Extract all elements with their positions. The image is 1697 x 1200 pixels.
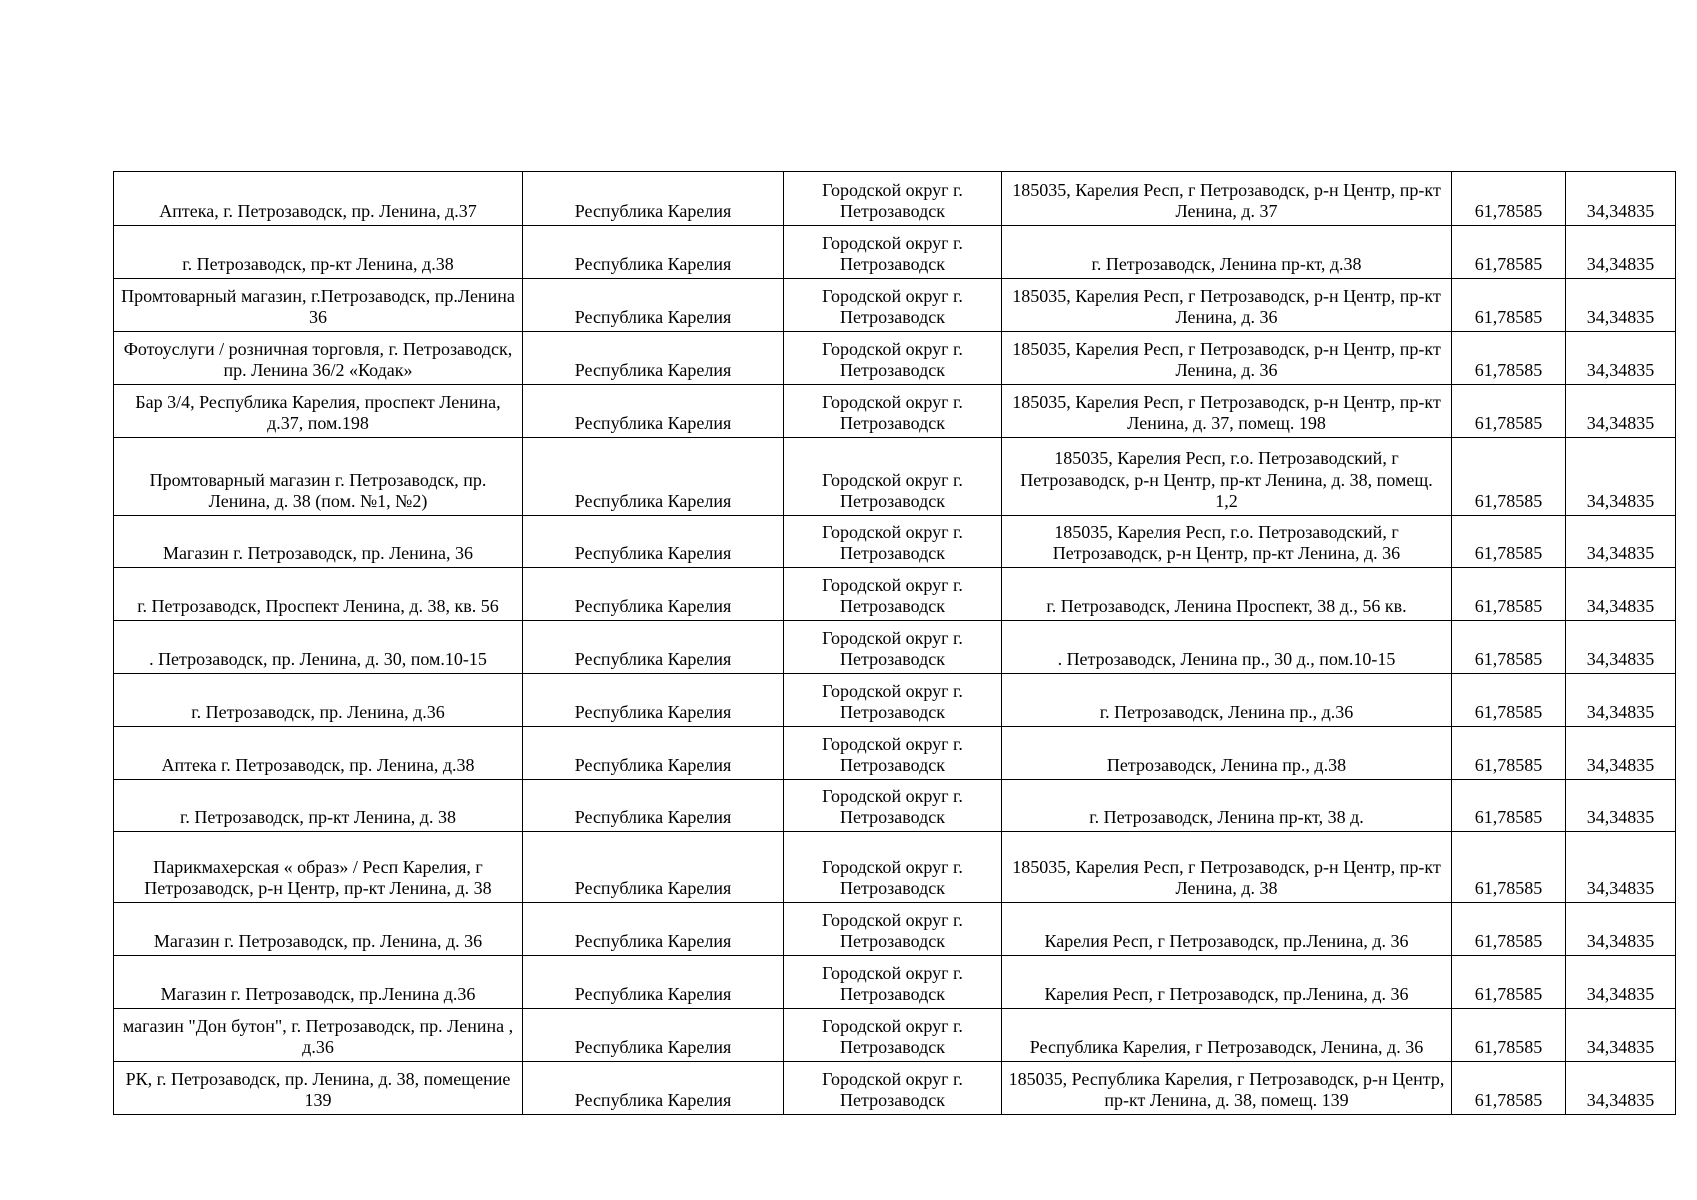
longitude-cell: 34,34835 (1566, 332, 1676, 385)
object-name-cell: Магазин г. Петрозаводск, пр. Ленина, 36 (114, 516, 523, 568)
object-name-cell: Магазин г. Петрозаводск, пр. Ленина, д. 36 (114, 903, 523, 956)
latitude-cell: 61,78585 (1452, 956, 1566, 1009)
address-cell: Карелия Респ, г Петрозаводск, пр.Ленина, д. 36 (1002, 903, 1452, 956)
table-row (114, 621, 1676, 674)
region-cell: Республика Карелия (523, 903, 784, 956)
district-cell: Городской округ г. Петрозаводск (784, 385, 1002, 438)
region-cell: Республика Карелия (523, 279, 784, 332)
object-name-cell: Парикмахерская « образ» / Респ Карелия, г Петрозаводск, р-н Центр, пр-кт Ленина, д. 38 (114, 832, 523, 903)
address-cell: 185035, Республика Карелия, г Петрозаводск, р-н Центр, пр-кт Ленина, д. 38, помещ. 139 (1002, 1062, 1452, 1115)
longitude-cell: 34,34835 (1566, 516, 1676, 568)
region-cell: Республика Карелия (523, 438, 784, 516)
longitude-cell: 34,34835 (1566, 226, 1676, 279)
table-row (114, 956, 1676, 1009)
region-cell: Республика Карелия (523, 226, 784, 279)
table-row (114, 674, 1676, 727)
district-cell: Городской округ г. Петрозаводск (784, 674, 1002, 727)
longitude-cell: 34,34835 (1566, 780, 1676, 832)
latitude-cell: 61,78585 (1452, 279, 1566, 332)
address-cell: 185035, Карелия Респ, г Петрозаводск, р-н Центр, пр-кт Ленина, д. 36 (1002, 279, 1452, 332)
district-cell: Городской округ г. Петрозаводск (784, 438, 1002, 516)
longitude-cell: 34,34835 (1566, 832, 1676, 903)
object-name-cell: Фотоуслуги / розничная торговля, г. Петрозаводск, пр. Ленина 36/2 «Кодак» (114, 332, 523, 385)
region-cell: Республика Карелия (523, 780, 784, 832)
district-cell: Городской округ г. Петрозаводск (784, 279, 1002, 332)
region-cell: Республика Карелия (523, 621, 784, 674)
table-row (114, 903, 1676, 956)
address-cell: 185035, Карелия Респ, г Петрозаводск, р-н Центр, пр-кт Ленина, д. 37 (1002, 172, 1452, 226)
longitude-cell: 34,34835 (1566, 674, 1676, 727)
address-cell: Петрозаводск, Ленина пр., д.38 (1002, 727, 1452, 780)
address-cell: Республика Карелия, г Петрозаводск, Ленина, д. 36 (1002, 1009, 1452, 1062)
region-cell: Республика Карелия (523, 727, 784, 780)
district-cell: Городской округ г. Петрозаводск (784, 172, 1002, 226)
object-name-cell: г. Петрозаводск, Проспект Ленина, д. 38, кв. 56 (114, 568, 523, 621)
address-cell: г. Петрозаводск, Ленина пр-кт, д.38 (1002, 226, 1452, 279)
longitude-cell: 34,34835 (1566, 385, 1676, 438)
region-cell: Республика Карелия (523, 832, 784, 903)
latitude-cell: 61,78585 (1452, 780, 1566, 832)
district-cell: Городской округ г. Петрозаводск (784, 621, 1002, 674)
object-name-cell: магазин "Дон бутон", г. Петрозаводск, пр. Ленина , д.36 (114, 1009, 523, 1062)
address-cell: Карелия Респ, г Петрозаводск, пр.Ленина, д. 36 (1002, 956, 1452, 1009)
latitude-cell: 61,78585 (1452, 385, 1566, 438)
region-cell: Республика Карелия (523, 385, 784, 438)
latitude-cell: 61,78585 (1452, 332, 1566, 385)
table-row (114, 279, 1676, 332)
latitude-cell: 61,78585 (1452, 516, 1566, 568)
address-cell: г. Петрозаводск, Ленина пр-кт, 38 д. (1002, 780, 1452, 832)
district-cell: Городской округ г. Петрозаводск (784, 780, 1002, 832)
region-cell: Республика Карелия (523, 1009, 784, 1062)
address-cell: 185035, Карелия Респ, г Петрозаводск, р-н Центр, пр-кт Ленина, д. 37, помещ. 198 (1002, 385, 1452, 438)
object-name-cell: РК, г. Петрозаводск, пр. Ленина, д. 38, помещение 139 (114, 1062, 523, 1115)
latitude-cell: 61,78585 (1452, 226, 1566, 279)
table-row (114, 1009, 1676, 1062)
district-cell: Городской округ г. Петрозаводск (784, 332, 1002, 385)
table-row (114, 332, 1676, 385)
address-cell: 185035, Карелия Респ, г Петрозаводск, р-н Центр, пр-кт Ленина, д. 36 (1002, 332, 1452, 385)
object-name-cell: г. Петрозаводск, пр-кт Ленина, д. 38 (114, 780, 523, 832)
region-cell: Республика Карелия (523, 172, 784, 226)
longitude-cell: 34,34835 (1566, 1009, 1676, 1062)
object-name-cell: . Петрозаводск, пр. Ленина, д. 30, пом.10-15 (114, 621, 523, 674)
region-cell: Республика Карелия (523, 674, 784, 727)
table-body (114, 172, 1676, 1115)
district-cell: Городской округ г. Петрозаводск (784, 727, 1002, 780)
district-cell: Городской округ г. Петрозаводск (784, 568, 1002, 621)
longitude-cell: 34,34835 (1566, 727, 1676, 780)
longitude-cell: 34,34835 (1566, 903, 1676, 956)
latitude-cell: 61,78585 (1452, 438, 1566, 516)
object-name-cell: г. Петрозаводск, пр-кт Ленина, д.38 (114, 226, 523, 279)
table-row (114, 727, 1676, 780)
longitude-cell: 34,34835 (1566, 956, 1676, 1009)
table-row (114, 438, 1676, 516)
longitude-cell: 34,34835 (1566, 621, 1676, 674)
table-row (114, 516, 1676, 568)
district-cell: Городской округ г. Петрозаводск (784, 1009, 1002, 1062)
longitude-cell: 34,34835 (1566, 438, 1676, 516)
latitude-cell: 61,78585 (1452, 832, 1566, 903)
longitude-cell: 34,34835 (1566, 172, 1676, 226)
table-row (114, 568, 1676, 621)
latitude-cell: 61,78585 (1452, 568, 1566, 621)
district-cell: Городской округ г. Петрозаводск (784, 832, 1002, 903)
address-cell: г. Петрозаводск, Ленина Проспект, 38 д., 56 кв. (1002, 568, 1452, 621)
table-row (114, 385, 1676, 438)
object-name-cell: Аптека, г. Петрозаводск, пр. Ленина, д.37 (114, 172, 523, 226)
longitude-cell: 34,34835 (1566, 568, 1676, 621)
object-name-cell: Аптека г. Петрозаводск, пр. Ленина, д.38 (114, 727, 523, 780)
table-row (114, 832, 1676, 903)
district-cell: Городской округ г. Петрозаводск (784, 903, 1002, 956)
district-cell: Городской округ г. Петрозаводск (784, 956, 1002, 1009)
region-cell: Республика Карелия (523, 516, 784, 568)
address-cell: г. Петрозаводск, Ленина пр., д.36 (1002, 674, 1452, 727)
address-cell: 185035, Карелия Респ, г.о. Петрозаводский, г Петрозаводск, р-н Центр, пр-кт Ленина, д. 36 (1002, 516, 1452, 568)
region-cell: Республика Карелия (523, 568, 784, 621)
table-row (114, 172, 1676, 226)
region-cell: Республика Карелия (523, 332, 784, 385)
latitude-cell: 61,78585 (1452, 1009, 1566, 1062)
latitude-cell: 61,78585 (1452, 674, 1566, 727)
region-cell: Республика Карелия (523, 956, 784, 1009)
latitude-cell: 61,78585 (1452, 1062, 1566, 1115)
district-cell: Городской округ г. Петрозаводск (784, 1062, 1002, 1115)
table-row (114, 1062, 1676, 1115)
address-table (113, 171, 1676, 1115)
district-cell: Городской округ г. Петрозаводск (784, 516, 1002, 568)
object-name-cell: Промтоварный магазин, г.Петрозаводск, пр.Ленина 36 (114, 279, 523, 332)
table-row (114, 226, 1676, 279)
region-cell: Республика Карелия (523, 1062, 784, 1115)
object-name-cell: Бар 3/4, Республика Карелия, проспект Ленина, д.37, пом.198 (114, 385, 523, 438)
longitude-cell: 34,34835 (1566, 1062, 1676, 1115)
address-cell: 185035, Карелия Респ, г Петрозаводск, р-н Центр, пр-кт Ленина, д. 38 (1002, 832, 1452, 903)
object-name-cell: Магазин г. Петрозаводск, пр.Ленина д.36 (114, 956, 523, 1009)
district-cell: Городской округ г. Петрозаводск (784, 226, 1002, 279)
object-name-cell: г. Петрозаводск, пр. Ленина, д.36 (114, 674, 523, 727)
address-cell: 185035, Карелия Респ, г.о. Петрозаводский, г Петрозаводск, р-н Центр, пр-кт Ленина, д. 38, помещ. 1,2 (1002, 438, 1452, 516)
latitude-cell: 61,78585 (1452, 621, 1566, 674)
latitude-cell: 61,78585 (1452, 903, 1566, 956)
table-row (114, 780, 1676, 832)
address-cell: . Петрозаводск, Ленина пр., 30 д., пом.10-15 (1002, 621, 1452, 674)
latitude-cell: 61,78585 (1452, 172, 1566, 226)
latitude-cell: 61,78585 (1452, 727, 1566, 780)
longitude-cell: 34,34835 (1566, 279, 1676, 332)
object-name-cell: Промтоварный магазин г. Петрозаводск, пр. Ленина, д. 38 (пом. №1, №2) (114, 438, 523, 516)
